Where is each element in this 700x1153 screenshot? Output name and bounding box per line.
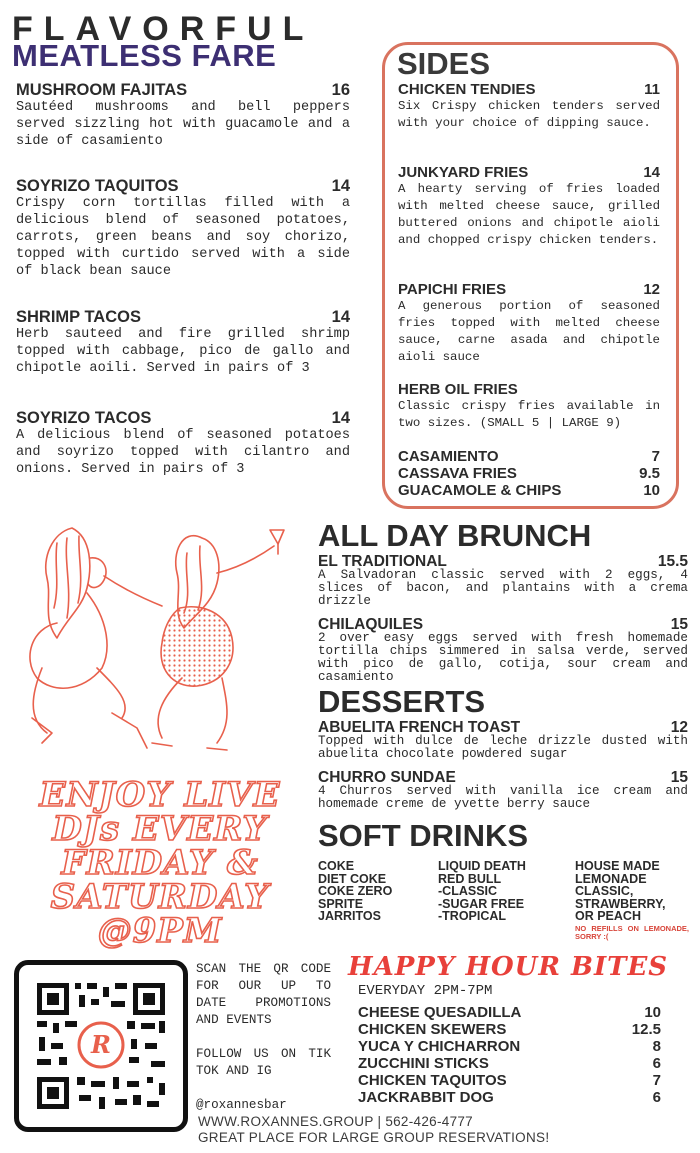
menu-item bbox=[398, 82, 660, 132]
list-item bbox=[358, 1072, 661, 1089]
item-price: 11 bbox=[644, 81, 660, 98]
drink-item: HOUSE MADE bbox=[575, 859, 660, 873]
item-price: 12.5 bbox=[631, 1021, 661, 1038]
item-price: 7 bbox=[652, 1072, 661, 1089]
menu-item bbox=[398, 165, 660, 249]
drink-item: RED BULL bbox=[438, 871, 502, 886]
menu-item bbox=[318, 617, 688, 684]
menu-item bbox=[16, 177, 350, 280]
no-refills-note: NO REFILLS ON LEMONADE, SORRY :( bbox=[575, 924, 689, 941]
item-price: 12 bbox=[670, 719, 688, 736]
drink-item: SPRITE bbox=[318, 896, 364, 911]
item-name: CHICKEN TAQUITOS bbox=[358, 1072, 507, 1089]
menu-item bbox=[16, 81, 350, 150]
follow-text: FOLLOW US ON TIK TOK AND IG bbox=[196, 1047, 331, 1078]
item-name: JUNKYARD FRIES bbox=[398, 164, 529, 181]
item-name: CHURRO SUNDAE bbox=[318, 769, 456, 786]
menu-item bbox=[398, 382, 660, 432]
item-name: YUCA Y CHICHARRON bbox=[358, 1038, 521, 1055]
happy-hour-hours: EVERYDAY 2PM-7PM bbox=[358, 983, 493, 999]
menu-item bbox=[318, 770, 688, 811]
item-name: CHILAQUILES bbox=[318, 616, 424, 633]
item-price: 10 bbox=[643, 482, 660, 499]
item-price: 14 bbox=[331, 409, 350, 427]
item-price: 10 bbox=[644, 1004, 661, 1021]
item-name: ZUCCHINI STICKS bbox=[358, 1055, 489, 1072]
desserts-title: DESSERTS bbox=[318, 684, 486, 719]
live-djs-banner bbox=[10, 775, 310, 951]
item-price: 14 bbox=[643, 164, 660, 181]
list-item bbox=[358, 1038, 661, 1055]
item-name: MUSHROOM FAJITAS bbox=[16, 81, 188, 99]
item-description: 2 over easy eggs served with fresh homemade tortilla chips simmered in salsa verde, served with pico de gallo, cotija, sour cream and casamiento bbox=[318, 631, 688, 684]
item-name: CASAMIENTO bbox=[398, 448, 499, 465]
scan-text: SCAN THE QR CODE FOR OUR UP TO DATE PROMOTIONS AND EVENTS bbox=[196, 962, 331, 1027]
item-name: PAPICHI FRIES bbox=[398, 281, 507, 298]
sides-price-list bbox=[398, 448, 660, 499]
drink-item: -SUGAR FREE bbox=[438, 896, 525, 911]
list-item bbox=[398, 448, 660, 465]
item-description: A delicious blend of seasoned potatoes and soyrizo topped with cilantro and onions. Served in pairs of 3 bbox=[16, 428, 350, 477]
banner-line: FRIDAY & bbox=[61, 843, 259, 883]
qr-code-icon bbox=[19, 965, 183, 1127]
item-description: Crispy corn tortillas filled with a delicious blend of seasoned potatoes, carrots, green beans and soy chorizo, topped with curtido served with a side of black bean sauce bbox=[16, 196, 350, 279]
item-name: CHEESE QUESADILLA bbox=[358, 1004, 522, 1021]
drink-item: STRAWBERRY, bbox=[575, 896, 666, 911]
drinks-column bbox=[575, 860, 666, 923]
menu-item bbox=[318, 554, 688, 608]
drink-item: LEMONADE bbox=[575, 871, 647, 886]
item-name: ABUELITA FRENCH TOAST bbox=[318, 719, 521, 736]
menu-title-flavorful: FLAVORFUL bbox=[12, 10, 315, 48]
item-price: 9.5 bbox=[639, 465, 660, 482]
reservations-note: GREAT PLACE FOR LARGE GROUP RESERVATIONS! bbox=[198, 1130, 550, 1145]
website-phone[interactable]: WWW.ROXANNES.GROUP | 562-426-4777 bbox=[198, 1114, 473, 1129]
svg-text:R: R bbox=[91, 1030, 111, 1059]
banner-line: ENJOY LIVE bbox=[39, 775, 281, 815]
item-name: SOYRIZO TAQUITOS bbox=[16, 177, 179, 195]
item-description: A Salvadoran classic served with 2 eggs, 4 slices of bacon, and plantains with a crema drizzle bbox=[318, 568, 688, 608]
menu-item bbox=[318, 720, 688, 761]
item-description: Herb sauteed and fire grilled shrimp topped with cabbage, pico de gallo and chipotle aoili. Served in pairs of 3 bbox=[16, 327, 350, 376]
list-item bbox=[358, 1089, 661, 1106]
item-name: CHICKEN SKEWERS bbox=[358, 1021, 507, 1038]
footer bbox=[198, 1114, 549, 1146]
menu-item bbox=[398, 282, 660, 366]
drink-item: LIQUID DEATH bbox=[438, 859, 526, 873]
sides-title: SIDES bbox=[397, 46, 491, 81]
drink-item: COKE ZERO bbox=[318, 884, 393, 898]
banner-line: SATURDAY bbox=[50, 877, 270, 917]
item-price: 14 bbox=[331, 308, 350, 326]
list-item bbox=[398, 482, 660, 499]
item-price: 15 bbox=[670, 769, 688, 786]
item-name: EL TRADITIONAL bbox=[318, 553, 447, 570]
item-description: A hearty serving of fries loaded with melted cheese sauce, grilled buttered onions and chipotle aioli and chopped crispy chicken tenders. bbox=[398, 182, 660, 247]
list-item bbox=[398, 465, 660, 482]
drinks-column bbox=[438, 860, 526, 923]
item-price: 12 bbox=[643, 281, 660, 298]
item-name: HERB OIL FRIES bbox=[398, 381, 518, 398]
drink-item: COKE bbox=[318, 859, 355, 873]
item-description: 4 Churros served with vanilla ice cream and homemade creme de yvette berry sauce bbox=[318, 784, 688, 811]
drinks-column bbox=[318, 860, 392, 923]
item-price: 16 bbox=[331, 81, 350, 99]
item-price: 15 bbox=[670, 616, 688, 633]
item-price: 14 bbox=[331, 177, 350, 195]
item-price: 8 bbox=[652, 1038, 661, 1055]
list-item bbox=[358, 1004, 661, 1021]
menu-item bbox=[16, 308, 350, 377]
dancing-couple-illustration bbox=[12, 518, 308, 768]
qr-info bbox=[196, 961, 331, 1114]
drink-item: JARRITOS bbox=[318, 909, 381, 923]
banner-line: DJs EVERY bbox=[52, 809, 268, 849]
banner-line: @9PM bbox=[97, 911, 223, 951]
drink-item: DIET COKE bbox=[318, 871, 387, 886]
item-description: Classic crispy fries available in two sizes. (SMALL 5 | LARGE 9) bbox=[398, 399, 660, 430]
social-handle[interactable]: @roxannesbar bbox=[196, 1098, 287, 1112]
item-name: JACKRABBIT DOG bbox=[358, 1089, 494, 1106]
menu-item bbox=[16, 409, 350, 478]
item-name: SOYRIZO TACOS bbox=[16, 409, 152, 427]
drink-item: -TROPICAL bbox=[438, 909, 507, 923]
brunch-title: ALL DAY BRUNCH bbox=[318, 518, 592, 553]
item-name: CHICKEN TENDIES bbox=[398, 81, 536, 98]
item-price: 7 bbox=[651, 448, 660, 465]
item-name: SHRIMP TACOS bbox=[16, 308, 141, 326]
item-name: GUACAMOLE & CHIPS bbox=[398, 482, 562, 499]
drink-item: -CLASSIC bbox=[438, 884, 498, 898]
list-item bbox=[358, 1055, 661, 1072]
drink-item: OR PEACH bbox=[575, 909, 641, 923]
qr-code[interactable] bbox=[14, 960, 188, 1132]
soft-drinks-title: SOFT DRINKS bbox=[318, 818, 529, 853]
menu-title-meatless-fare: MEATLESS FARE bbox=[12, 38, 277, 73]
item-description: Sautéed mushrooms and bell peppers served sizzling hot with guacamole and a side of casamiento bbox=[16, 100, 350, 149]
item-name: CASSAVA FRIES bbox=[398, 465, 517, 482]
item-price: 15.5 bbox=[657, 553, 688, 570]
item-description: Topped with dulce de leche drizzle dusted with abuelita chocolate powdered sugar bbox=[318, 734, 688, 761]
item-description: A generous portion of seasoned fries topped with melted cheese sauce, carne asada and chipotle aioli sauce bbox=[398, 299, 660, 364]
list-item bbox=[358, 1021, 661, 1038]
item-price: 6 bbox=[652, 1089, 661, 1106]
drink-item: CLASSIC, bbox=[575, 884, 634, 898]
item-price: 6 bbox=[652, 1055, 661, 1072]
happy-hour-list bbox=[358, 1004, 661, 1106]
happy-hour-title: HAPPY HOUR BITES bbox=[348, 952, 669, 982]
item-description: Six Crispy chicken tenders served with your choice of dipping sauce. bbox=[398, 99, 660, 130]
